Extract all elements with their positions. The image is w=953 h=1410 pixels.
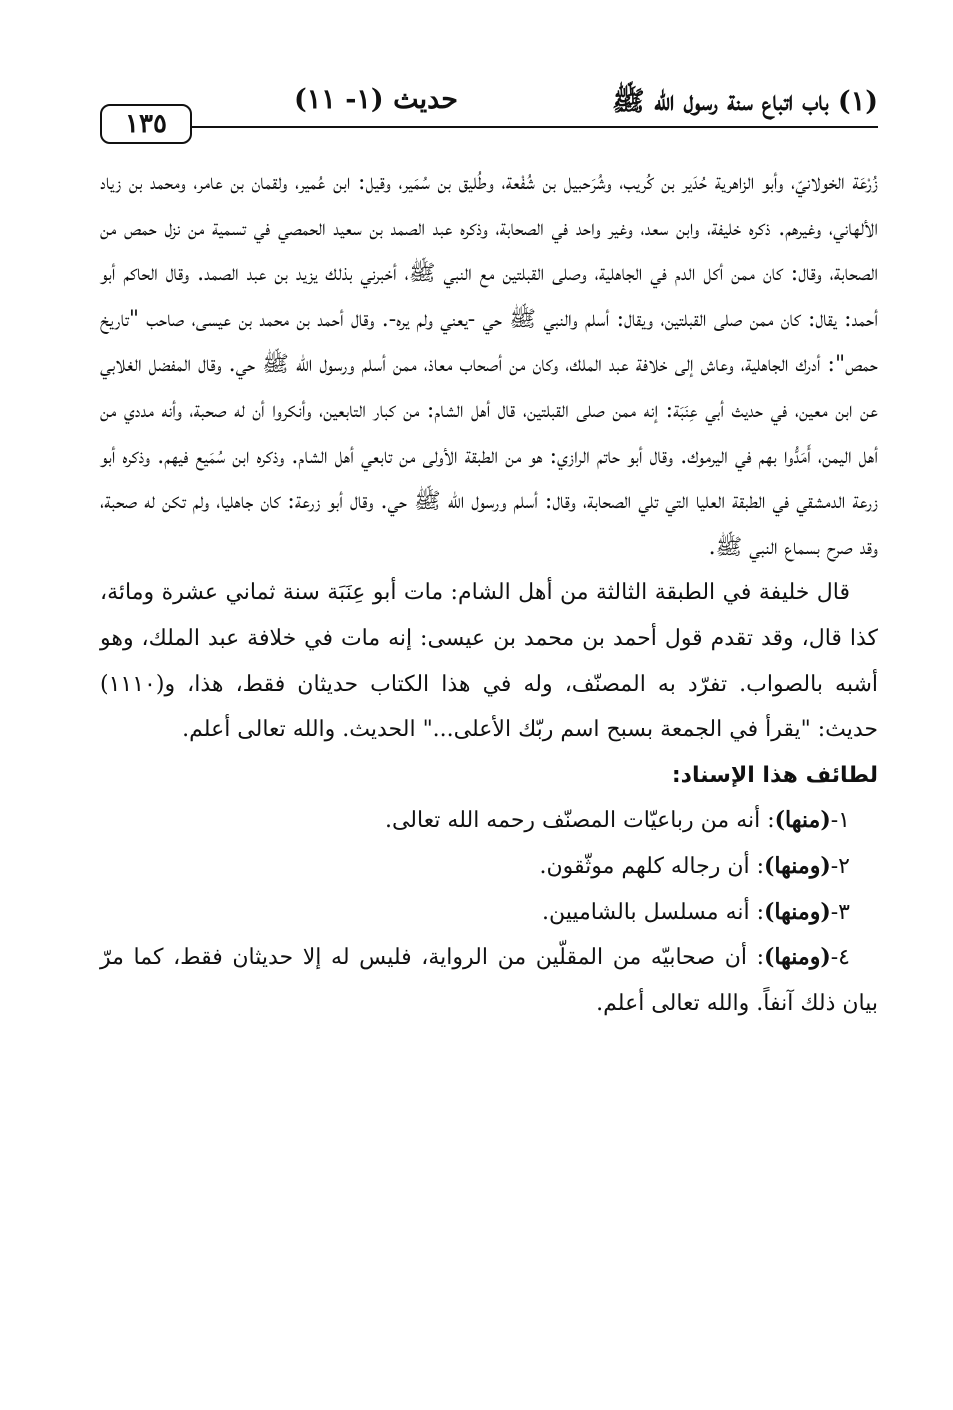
- list-item-text: : أن صحابيّه من المقلّين من الرواية، فليس له إلا حديثان فقط، كما مرّ بيان ذلك آنفاً. والله تعالى أعلم.: [100, 945, 878, 1016]
- list-item-number: ٤-: [830, 945, 850, 971]
- page-content: [100, 160, 878, 1026]
- chapter-title: (١) باب اتباع سنة رسول الله ﷺ: [612, 86, 878, 117]
- list-item: [100, 890, 878, 936]
- list-item-label: (منها): [774, 807, 831, 834]
- body-paragraph: زُرْعَة الخولانيّ، وأبو الزاهرية حُدَير بن كُريب، وشُرَحبيل بن شُفْعة، وطُليق بن سُمَير، وقيل: ابن عُمير، ولقمان بن عامر، ومحمد بن زياد الألهاني، وغيرهم. ذكره خليفة، وابن سعد، وغير واحد في الصحابة، وذكره عبد الصمد بن سعيد الحمصي في تسمية من نزل حمص من الصحابة، وقال: كان ممن أكل الدم في الجاهلية، وصلى القبلتين مع النبي ﷺ، أخبرني بذلك يزيد بن عبد الصمد. وقال الحاكم أبو أحمد: يقال: كان ممن صلى القبلتين، ويقال: أسلم والنبي ﷺ حي -يعني ولم يره-. وقال أحمد بن محمد بن عيسى، صاحب "تاريخ حمص": أدرك الجاهلية، وعاش إلى خلافة عبد الملك، وكان من أصحاب معاذ، ممن أسلم ورسول الله ﷺ حي. وقال المفضل الغلابي عن ابن معين، في حديث أبي عِنَبَة: إنه ممن صلى القبلتين، قال أهل الشام: من كبار التابعين، وأنكروا أن له صحبة، وأنه مددي من أهل اليمن، أَمَدُّوا بهم في اليرموك. وقال أبو حاتم الرازي: هو من الطبقة الأولى من تابعي أهل الشام. وذكره ابن سُمَيع فيهم. وذكره أبو زرعة الدمشقي في الطبقة العليا التي تلي الصحابة، وقال: أسلم ورسول الله ﷺ حي. وقال أبو زرعة: كان جاهليا، ولم تكن له صحبة، وقد صرح بسماع النبي ﷺ.: [100, 170, 879, 560]
- list-item: [100, 798, 878, 844]
- list-item-number: ٢-: [830, 853, 850, 879]
- list-item-label: (ومنها): [764, 944, 831, 971]
- section-heading: لطائف هذا الإسناد:: [671, 762, 878, 788]
- list-item-text: : أن رجاله كلهم موثّقون.: [539, 853, 765, 879]
- list-item-number: ٣-: [830, 899, 850, 925]
- list-item: [100, 935, 878, 1026]
- list-item-number: ١-: [830, 808, 850, 834]
- hadith-range: حديث (١- ١١): [294, 84, 458, 115]
- page-header: [100, 84, 878, 140]
- header-rule: [192, 126, 878, 128]
- list-item-text: : أنه مسلسل بالشاميين.: [541, 899, 765, 925]
- list-item-label: (ومنها): [764, 852, 831, 879]
- list-item-text: : أنه من رباعيّات المصنّف رحمه الله تعالى.: [384, 808, 775, 834]
- list-item-label: (ومنها): [764, 898, 831, 925]
- page-number: ١٣٥: [100, 104, 192, 144]
- list-item: [100, 844, 878, 890]
- body-paragraph: قال خليفة في الطبقة الثالثة من أهل الشام: مات أبو عِنَبَة سنة ثماني عشرة ومائة، كذا قال، وقد تقدم قول أحمد بن محمد بن عيسى: إنه مات في خلافة عبد الملك، وهو أشبه بالصواب. تفرّد به المصنّف، وله في هذا الكتاب حديثان فقط، هذا، و(١١١٠) حديث: "يقرأ في الجمعة بسبح اسم ربّك الأعلى..." الحديث. والله تعالى أعلم.: [100, 580, 878, 743]
